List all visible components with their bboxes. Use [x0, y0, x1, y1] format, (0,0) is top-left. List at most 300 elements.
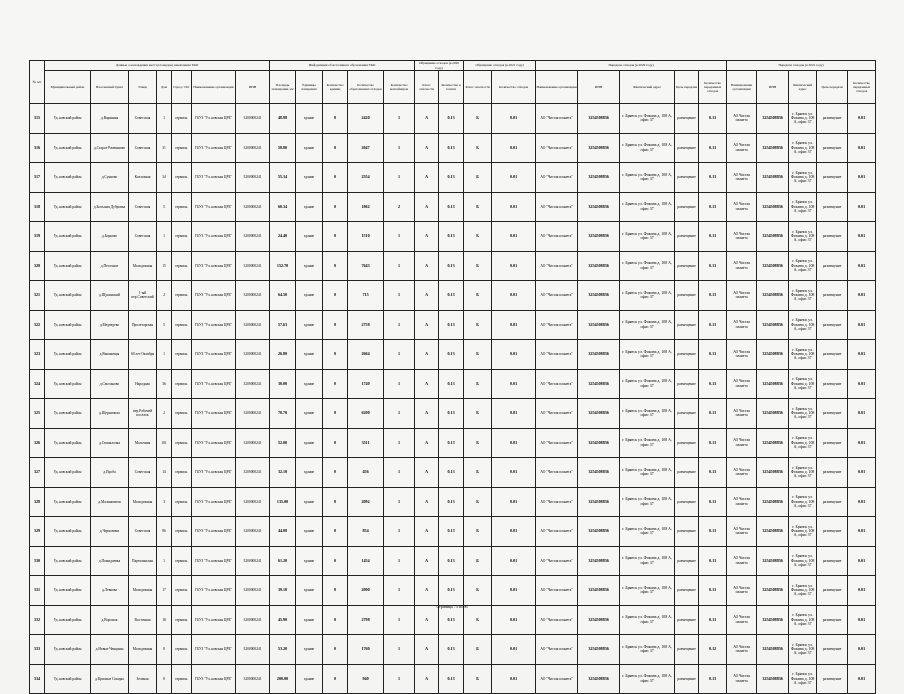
column-header: Город / Пгт — [172, 71, 192, 104]
transfer-goal-cell: размещение — [675, 340, 699, 370]
unit-cell: здание — [296, 399, 323, 429]
recipient-inn-2021-cell: 3254508836 — [757, 163, 789, 193]
recipient-address-cell: г. Брянск ул. Фокина д. 108 А, офис 37 — [620, 251, 675, 281]
recipient-inn-cell: 3254508836 — [578, 546, 620, 576]
hazard-class-2021-cell: Б — [464, 222, 492, 252]
hazard-class-cell: А — [415, 576, 439, 606]
recipient-address-2021-cell: г. Брянск ул. Фокина д. 108 А, офис 37 — [789, 251, 817, 281]
mass-cell: 0.13 — [439, 310, 464, 340]
type-cell: сервисн. — [172, 517, 192, 547]
column-header: Количество единиц — [323, 71, 348, 104]
recipient-address-2021-cell: г. Брянск ул. Фокина д. 108 А, офис 37 — [789, 605, 817, 635]
mass-cell: 0.13 — [439, 428, 464, 458]
recipient-inn-cell: 3254508836 — [578, 576, 620, 606]
transfer-goal-cell: размещение — [675, 163, 699, 193]
settlement-cell: д.Большая Дубровка — [91, 192, 129, 222]
row-number: 318 — [30, 192, 45, 222]
mass-cell: 0.13 — [439, 369, 464, 399]
inn-cell: 3200000241 — [236, 664, 270, 694]
street-cell: Молодежная — [129, 635, 157, 665]
area-cell: 50.80 — [270, 133, 296, 163]
containers-cell: 1 — [384, 369, 415, 399]
street-cell: Зеленая — [129, 664, 157, 694]
area-cell: 152.70 — [270, 251, 296, 281]
transferred-qty-2021-cell: 0.01 — [848, 163, 876, 193]
table-row — [30, 163, 876, 193]
settlement-cell: д.Вышковцы — [91, 340, 129, 370]
recipient-address-2021-cell: г. Брянск ул. Фокина д. 108 А, офис 37 — [789, 104, 817, 134]
house-cell: 31 — [157, 133, 172, 163]
street-cell: Пролетарская — [129, 310, 157, 340]
house-cell: 17 — [157, 576, 172, 606]
area-cell: 55.34 — [270, 163, 296, 193]
transferred-qty-cell: 0.13 — [699, 428, 727, 458]
recipient-address-cell: г. Брянск ул. Фокина д. 108 А, офис 37 — [620, 133, 675, 163]
type-cell: сервисн. — [172, 546, 192, 576]
table-row — [30, 399, 876, 429]
hazard-class-cell: А — [415, 635, 439, 665]
transfer-goal-cell: размещение — [675, 576, 699, 606]
recipient-org-2021-cell: АО Чистая планета — [727, 517, 757, 547]
column-header: Количество переданных отходов — [699, 71, 727, 104]
organization-cell: ГБУЗ "Ул..ковская ЦРБ" — [192, 369, 236, 399]
mass-cell: 0.13 — [439, 222, 464, 252]
containers-cell: 1 — [384, 104, 415, 134]
area-cell: 53.20 — [270, 635, 296, 665]
transferred-qty-2021-cell: 0.01 — [848, 605, 876, 635]
containers-cell: 1 — [384, 487, 415, 517]
column-header: Наименование организации — [536, 71, 578, 104]
settlement-cell: д.Проба — [91, 458, 129, 488]
transferred-qty-cell: 0.13 — [699, 487, 727, 517]
inn-cell: 3200000241 — [236, 281, 270, 311]
transfer-goal-2021-cell: размещение — [817, 399, 848, 429]
transferred-qty-cell: 0.13 — [699, 251, 727, 281]
page-footer: Страница 73 из 96 — [436, 604, 468, 609]
transferred-qty-cell: 0.13 — [699, 458, 727, 488]
inn-cell: 3200000241 — [236, 428, 270, 458]
waste-register-table — [29, 60, 876, 694]
table-row — [30, 458, 876, 488]
transferred-qty-cell: 0.13 — [699, 310, 727, 340]
recipient-inn-cell: 3254508836 — [578, 104, 620, 134]
transfer-goal-cell: размещение — [675, 664, 699, 694]
house-cell: 5 — [157, 310, 172, 340]
recipient-org-2021-cell: АО Чистая планета — [727, 605, 757, 635]
district-cell: Уд..ковский район — [45, 605, 91, 635]
recipient-org-cell: АО "Чистая планета" — [536, 428, 578, 458]
hazard-class-2021-cell: Б — [464, 163, 492, 193]
unit-cell: здание — [296, 192, 323, 222]
hazard-class-cell: А — [415, 251, 439, 281]
row-number: 333 — [30, 635, 45, 665]
area-cell: 45.90 — [270, 605, 296, 635]
transferred-qty-cell: 0.13 — [699, 163, 727, 193]
table-row — [30, 310, 876, 340]
hazard-class-2021-cell: Б — [464, 458, 492, 488]
volume-cell: 715 — [348, 281, 384, 311]
district-cell: Уд..ковский район — [45, 517, 91, 547]
quantity-2021-cell: 0.01 — [492, 458, 536, 488]
transfer-goal-2021-cell: размещение — [817, 517, 848, 547]
hazard-class-2021-cell: Б — [464, 340, 492, 370]
containers-cell: 1 — [384, 428, 415, 458]
transferred-qty-2021-cell: 0.01 — [848, 310, 876, 340]
recipient-address-2021-cell: г. Брянск ул. Фокина д. 108 А, офис 37 — [789, 399, 817, 429]
type-cell: сервисн. — [172, 664, 192, 694]
containers-cell: 1 — [384, 635, 415, 665]
table-row — [30, 251, 876, 281]
hazard-class-2021-cell: Б — [464, 546, 492, 576]
recipient-org-2021-cell: АО Чистая планета — [727, 576, 757, 606]
area-cell: 64.50 — [270, 281, 296, 311]
column-header: Муниципальный район — [45, 71, 91, 104]
recipient-org-2021-cell: АО Чистая планета — [727, 487, 757, 517]
table-row — [30, 369, 876, 399]
street-cell: Советская — [129, 192, 157, 222]
recipient-address-2021-cell: г. Брянск ул. Фокина д. 108 А, офис 37 — [789, 546, 817, 576]
settlement-cell: д.Новые Ченцины — [91, 635, 129, 665]
recipient-address-2021-cell: г. Брянск ул. Фокина д. 108 А, офис 37 — [789, 222, 817, 252]
recipient-org-2021-cell: АО Чистая планета — [727, 163, 757, 193]
district-cell: Уд..ковский район — [45, 664, 91, 694]
street-cell: Народная — [129, 369, 157, 399]
area-cell: 70.70 — [270, 399, 296, 429]
count-cell: 0 — [323, 222, 348, 252]
row-number: 315 — [30, 104, 45, 134]
recipient-inn-2021-cell: 3254508836 — [757, 369, 789, 399]
header-group: Передача отходов (в 2021 году) — [727, 61, 876, 71]
recipient-address-cell: г. Брянск ул. Фокина д. 108 А, офис 37 — [620, 310, 675, 340]
unit-cell: здание — [296, 428, 323, 458]
settlement-cell: д.Щукинский — [91, 281, 129, 311]
type-cell: сервисн. — [172, 104, 192, 134]
transferred-qty-cell: 0.13 — [699, 340, 727, 370]
recipient-inn-2021-cell: 3254508836 — [757, 517, 789, 547]
transfer-goal-cell: размещение — [675, 310, 699, 340]
unit-cell: здание — [296, 251, 323, 281]
transfer-goal-cell: размещение — [675, 104, 699, 134]
transferred-qty-cell: 0.13 — [699, 546, 727, 576]
containers-cell: 1 — [384, 546, 415, 576]
recipient-org-2021-cell: АО Чистая планета — [727, 133, 757, 163]
recipient-org-2021-cell: АО Чистая планета — [727, 458, 757, 488]
transfer-goal-cell: размещение — [675, 369, 699, 399]
house-cell: 2 — [157, 399, 172, 429]
recipient-org-cell: АО "Чистая планета" — [536, 664, 578, 694]
recipient-inn-cell: 3254508836 — [578, 399, 620, 429]
district-cell: Уд..ковский район — [45, 310, 91, 340]
type-cell: сервисн. — [172, 133, 192, 163]
volume-cell: 2554 — [348, 163, 384, 193]
settlement-cell: д.Сунково — [91, 163, 129, 193]
row-number: 320 — [30, 251, 45, 281]
type-cell: сервисн. — [172, 192, 192, 222]
transfer-goal-2021-cell: размещение — [817, 222, 848, 252]
hazard-class-2021-cell: Б — [464, 428, 492, 458]
volume-cell: 2420 — [348, 104, 384, 134]
recipient-inn-2021-cell: 3254508836 — [757, 281, 789, 311]
organization-cell: ГБУЗ "Ул..ковская ЦРБ" — [192, 458, 236, 488]
quantity-2021-cell: 0.01 — [492, 635, 536, 665]
transfer-goal-cell: размещение — [675, 222, 699, 252]
table-row — [30, 133, 876, 163]
transferred-qty-cell: 0.13 — [699, 605, 727, 635]
transferred-qty-2021-cell: 0.01 — [848, 546, 876, 576]
row-number: 319 — [30, 222, 45, 252]
unit-cell: здание — [296, 546, 323, 576]
quantity-2021-cell: 0.01 — [492, 487, 536, 517]
unit-cell: здание — [296, 635, 323, 665]
recipient-inn-2021-cell: 3254508836 — [757, 635, 789, 665]
count-cell: 0 — [323, 635, 348, 665]
transferred-qty-cell: 0.13 — [699, 222, 727, 252]
hazard-class-2021-cell: Б — [464, 104, 492, 134]
quantity-2021-cell: 0.01 — [492, 576, 536, 606]
hazard-class-2021-cell: Б — [464, 133, 492, 163]
transferred-qty-cell: 0.13 — [699, 281, 727, 311]
containers-cell: 1 — [384, 163, 415, 193]
recipient-address-cell: г. Брянск ул. Фокина д. 108 А, офис 37 — [620, 399, 675, 429]
transferred-qty-2021-cell: 0.01 — [848, 458, 876, 488]
mass-cell: 0.13 — [439, 635, 464, 665]
recipient-org-cell: АО "Чистая планета" — [536, 458, 578, 488]
table-row — [30, 104, 876, 134]
recipient-inn-cell: 3254508836 — [578, 133, 620, 163]
mass-cell: 0.13 — [439, 664, 464, 694]
column-header: Количество контейнеров — [384, 71, 415, 104]
district-cell: Уд..ковский район — [45, 340, 91, 370]
row-number: 332 — [30, 605, 45, 635]
transferred-qty-cell: 0.13 — [699, 399, 727, 429]
transfer-goal-2021-cell: размещение — [817, 163, 848, 193]
column-header: ИНН — [757, 71, 789, 104]
area-cell: 60.34 — [270, 192, 296, 222]
volume-cell: 456 — [348, 458, 384, 488]
transferred-qty-2021-cell: 0.01 — [848, 369, 876, 399]
area-cell: 135.00 — [270, 487, 296, 517]
transfer-goal-2021-cell: размещение — [817, 369, 848, 399]
transferred-qty-2021-cell: 0.01 — [848, 104, 876, 134]
hazard-class-2021-cell: Б — [464, 281, 492, 311]
hazard-class-2021-cell: Б — [464, 517, 492, 547]
column-header: Улица — [129, 71, 157, 104]
recipient-inn-2021-cell: 3254508836 — [757, 222, 789, 252]
settlement-cell: д.Воронок — [91, 605, 129, 635]
street-cell: Молодежная — [129, 487, 157, 517]
recipient-address-2021-cell: г. Брянск ул. Фокина д. 108 А, офис 37 — [789, 487, 817, 517]
hazard-class-cell: А — [415, 605, 439, 635]
recipient-address-cell: г. Брянск ул. Фокина д. 108 А, офис 37 — [620, 517, 675, 547]
recipient-inn-cell: 3254508836 — [578, 369, 620, 399]
column-header: Населенный пункт — [91, 71, 129, 104]
column-header: Класс опасности — [415, 71, 439, 104]
volume-cell: 2664 — [348, 340, 384, 370]
district-cell: Уд..ковский район — [45, 546, 91, 576]
type-cell: сервисн. — [172, 576, 192, 606]
quantity-2021-cell: 0.01 — [492, 517, 536, 547]
quantity-2021-cell: 0.01 — [492, 369, 536, 399]
recipient-address-cell: г. Брянск ул. Фокина д. 108 А, офис 37 — [620, 458, 675, 488]
recipient-inn-2021-cell: 3254508836 — [757, 605, 789, 635]
row-number: 323 — [30, 340, 45, 370]
recipient-address-cell: г. Брянск ул. Фокина д. 108 А, офис 37 — [620, 428, 675, 458]
district-cell: Уд..ковский район — [45, 576, 91, 606]
mass-cell: 0.13 — [439, 487, 464, 517]
street-cell: пер.Рабочий поселок — [129, 399, 157, 429]
recipient-address-2021-cell: г. Брянск ул. Фокина д. 108 А, офис 37 — [789, 192, 817, 222]
organization-cell: ГБУЗ "Ул..ковская ЦРБ" — [192, 605, 236, 635]
quantity-2021-cell: 0.01 — [492, 310, 536, 340]
table-row — [30, 340, 876, 370]
recipient-inn-cell: 3254508836 — [578, 163, 620, 193]
count-cell: 0 — [323, 163, 348, 193]
containers-cell: 1 — [384, 399, 415, 429]
recipient-inn-2021-cell: 3254508836 — [757, 487, 789, 517]
recipient-inn-2021-cell: 3254508836 — [757, 104, 789, 134]
area-cell: 61.20 — [270, 546, 296, 576]
recipient-org-2021-cell: АО Чистая планета — [727, 310, 757, 340]
transferred-qty-2021-cell: 0.01 — [848, 664, 876, 694]
unit-cell: здание — [296, 104, 323, 134]
type-cell: сервисн. — [172, 399, 192, 429]
recipient-inn-2021-cell: 3254508836 — [757, 340, 789, 370]
recipient-address-cell: г. Брянск ул. Фокина д. 108 А, офис 37 — [620, 163, 675, 193]
organization-cell: ГБУЗ "Ул..ковская ЦРБ" — [192, 576, 236, 606]
transferred-qty-cell: 0.13 — [699, 133, 727, 163]
recipient-inn-cell: 3254508836 — [578, 251, 620, 281]
settlement-cell: д.Пожидаевка — [91, 546, 129, 576]
type-cell: сервисн. — [172, 163, 192, 193]
row-number: 325 — [30, 399, 45, 429]
organization-cell: ГБУЗ "Ул..ковская ЦРБ" — [192, 664, 236, 694]
recipient-org-cell: АО "Чистая планета" — [536, 369, 578, 399]
recipient-org-cell: АО "Чистая планета" — [536, 635, 578, 665]
organization-cell: ГБУЗ "Ул..ковская ЦРБ" — [192, 192, 236, 222]
house-cell: 101 — [157, 428, 172, 458]
row-number: 331 — [30, 576, 45, 606]
column-header: Количество в тоннах — [439, 71, 464, 104]
recipient-address-cell: г. Брянск ул. Фокина д. 108 А, офис 37 — [620, 546, 675, 576]
transfer-goal-2021-cell: размещение — [817, 104, 848, 134]
count-cell: 0 — [323, 104, 348, 134]
transfer-goal-2021-cell: размещение — [817, 340, 848, 370]
recipient-inn-2021-cell: 3254508836 — [757, 576, 789, 606]
table-row — [30, 517, 876, 547]
row-number: 328 — [30, 487, 45, 517]
inn-cell: 3200000241 — [236, 605, 270, 635]
recipient-inn-2021-cell: 3254508836 — [757, 664, 789, 694]
recipient-address-2021-cell: г. Брянск ул. Фокина д. 108 А, офис 37 — [789, 281, 817, 311]
table-row — [30, 222, 876, 252]
house-cell: 2 — [157, 281, 172, 311]
recipient-address-cell: г. Брянск ул. Фокина д. 108 А, офис 37 — [620, 340, 675, 370]
column-header: ИНН — [236, 71, 270, 104]
recipient-org-2021-cell: АО Чистая планета — [727, 546, 757, 576]
table-row — [30, 635, 876, 665]
area-cell: 200.00 — [270, 664, 296, 694]
district-cell: Уд..ковский район — [45, 133, 91, 163]
recipient-inn-cell: 3254508836 — [578, 428, 620, 458]
transfer-goal-2021-cell: размещение — [817, 605, 848, 635]
containers-cell: 1 — [384, 605, 415, 635]
transfer-goal-cell: размещение — [675, 133, 699, 163]
transferred-qty-2021-cell: 0.01 — [848, 192, 876, 222]
count-cell: 0 — [323, 517, 348, 547]
recipient-address-2021-cell: г. Брянск ул. Фокина д. 108 А, офис 37 — [789, 458, 817, 488]
header-group: Передача отходов (в 2020 году) — [536, 61, 727, 71]
inn-cell: 3200000241 — [236, 340, 270, 370]
hazard-class-2021-cell: Б — [464, 487, 492, 517]
recipient-inn-cell: 3254508836 — [578, 517, 620, 547]
hazard-class-cell: А — [415, 546, 439, 576]
row-number: 322 — [30, 310, 45, 340]
recipient-inn-2021-cell: 3254508836 — [757, 399, 789, 429]
column-header: Фактический адрес — [620, 71, 675, 104]
type-cell: сервисн. — [172, 369, 192, 399]
recipient-address-2021-cell: г. Брянск ул. Фокина д. 108 А, офис 37 — [789, 340, 817, 370]
transfer-goal-cell: размещение — [675, 399, 699, 429]
house-cell: 1 — [157, 340, 172, 370]
mass-cell: 0.13 — [439, 104, 464, 134]
recipient-org-cell: АО "Чистая планета" — [536, 104, 578, 134]
organization-cell: ГБУЗ "Ул..ковская ЦРБ" — [192, 133, 236, 163]
recipient-org-2021-cell: АО Чистая планета — [727, 635, 757, 665]
header-group: Обращение отходов (в 2021 году) — [464, 61, 536, 71]
unit-cell: здание — [296, 517, 323, 547]
containers-cell: 1 — [384, 340, 415, 370]
transferred-qty-2021-cell: 0.01 — [848, 487, 876, 517]
district-cell: Уд..ковский район — [45, 163, 91, 193]
count-cell: 0 — [323, 487, 348, 517]
containers-cell: 1 — [384, 222, 415, 252]
transfer-goal-2021-cell: размещение — [817, 251, 848, 281]
column-header: Количество отходов — [492, 71, 536, 104]
recipient-address-cell: г. Брянск ул. Фокина д. 108 А, офис 37 — [620, 369, 675, 399]
transfer-goal-2021-cell: размещение — [817, 487, 848, 517]
recipient-org-cell: АО "Чистая планета" — [536, 133, 578, 163]
area-cell: 24.40 — [270, 222, 296, 252]
type-cell: сервисн. — [172, 635, 192, 665]
street-cell: Молодежная — [129, 576, 157, 606]
transfer-goal-cell: размещение — [675, 635, 699, 665]
recipient-address-2021-cell: г. Брянск ул. Фокина д. 108 А, офис 37 — [789, 163, 817, 193]
recipient-inn-cell: 3254508836 — [578, 340, 620, 370]
transfer-goal-2021-cell: размещение — [817, 428, 848, 458]
organization-cell: ГБУЗ "Ул..ковская ЦРБ" — [192, 635, 236, 665]
volume-cell: 3511 — [348, 428, 384, 458]
house-cell: 14 — [157, 458, 172, 488]
recipient-address-2021-cell: г. Брянск ул. Фокина д. 108 А, офис 37 — [789, 635, 817, 665]
hazard-class-cell: А — [415, 517, 439, 547]
organization-cell: ГБУЗ "Ул..ковская ЦРБ" — [192, 399, 236, 429]
unit-cell: здание — [296, 664, 323, 694]
organization-cell: ГБУЗ "Ул..ковская ЦРБ" — [192, 251, 236, 281]
area-cell: 52.00 — [270, 428, 296, 458]
count-cell: 0 — [323, 458, 348, 488]
mass-cell: 0.13 — [439, 340, 464, 370]
transferred-qty-2021-cell: 0.01 — [848, 340, 876, 370]
unit-cell: здание — [296, 605, 323, 635]
quantity-2021-cell: 0.01 — [492, 163, 536, 193]
recipient-org-cell: АО "Чистая планета" — [536, 517, 578, 547]
recipient-inn-cell: 3254508836 — [578, 281, 620, 311]
inn-cell: 3200000241 — [236, 576, 270, 606]
hazard-class-2021-cell: Б — [464, 310, 492, 340]
volume-cell: 1760 — [348, 635, 384, 665]
recipient-address-cell: г. Брянск ул. Фокина д. 108 А, офис 37 — [620, 281, 675, 311]
recipient-org-cell: АО "Чистая планета" — [536, 605, 578, 635]
